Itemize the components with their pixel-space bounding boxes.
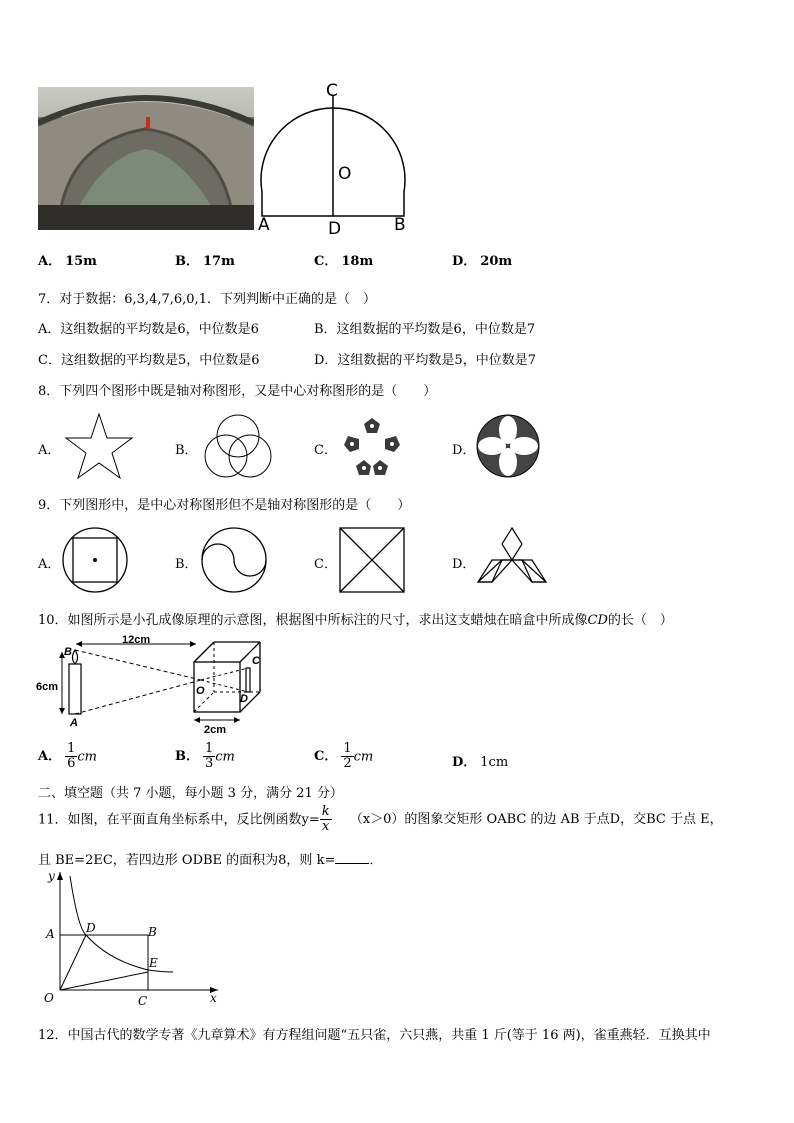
q9-label-b[interactable]: B． bbox=[175, 557, 198, 572]
label-o: O bbox=[196, 685, 205, 697]
q6-option-d[interactable]: D． 20m bbox=[452, 254, 513, 269]
q6-option-a[interactable]: A． 15m bbox=[38, 254, 97, 269]
answer-blank[interactable] bbox=[335, 851, 369, 864]
q11-stem: 11．如图，在平面直角坐标系中，反比例函数y= $\frac{k}{x}$ （x＞0）的图象交矩形 OABC 的边 AB 于点D，交BC 于点 E， bbox=[38, 804, 723, 835]
dim-6cm: 6cm bbox=[36, 681, 59, 693]
label-b: B bbox=[148, 925, 157, 939]
q9-label-d[interactable]: D． bbox=[452, 557, 476, 572]
q9-stem: 9．下列图形中，是中心对称图形但不是轴对称图形的是（ ） bbox=[38, 498, 411, 513]
q10-option-b[interactable]: B． $\frac{1}{3}$ cm bbox=[175, 741, 235, 772]
coordinate-graph bbox=[38, 868, 224, 1008]
q7-stem: 7．对于数据：6,3,4,7,6,0,1．下列判断中正确的是（ ） bbox=[38, 292, 376, 307]
q10-option-d[interactable]: D． 1cm bbox=[452, 755, 509, 770]
axis-x-label: x bbox=[210, 991, 217, 1005]
q7-option-d[interactable]: D．这组数据的平均数是5，中位数是7 bbox=[314, 353, 536, 368]
label-a: A bbox=[46, 927, 55, 941]
label-c: C bbox=[326, 82, 338, 101]
three-circles-shape bbox=[200, 412, 276, 480]
q10-stem: 10．如图所示是小孔成像原理的示意图，根据图中所标注的尺寸，求出这支蜡烛在暗盒中所成像CD的长（ ） bbox=[38, 613, 673, 628]
q11-stem-line2: 且 BE=2EC，若四边形 ODBE 的面积为8，则 k= ． bbox=[38, 853, 383, 868]
label-a: A bbox=[70, 717, 78, 729]
tunnel-arch-diagram bbox=[256, 82, 412, 234]
label-d: D bbox=[86, 921, 96, 935]
dim-2cm: 2cm bbox=[204, 724, 227, 736]
circle-square-shape bbox=[60, 526, 130, 594]
star-shape bbox=[64, 412, 134, 480]
q6-option-c[interactable]: C． 18m bbox=[314, 254, 374, 269]
pentagons-shape bbox=[340, 416, 404, 478]
label-a: A bbox=[258, 215, 270, 234]
dim-12cm: 12cm bbox=[122, 634, 151, 646]
q7-option-c[interactable]: C．这组数据的平均数是5，中位数是6 bbox=[38, 353, 260, 368]
q8-stem: 8．下列四个图形中既是轴对称图形，又是中心对称图形的是（ ） bbox=[38, 384, 437, 399]
q6-option-b[interactable]: B． 17m bbox=[175, 254, 235, 269]
section-heading: 二、填空题（共 7 小题，每小题 3 分，满分 21 分） bbox=[38, 786, 343, 801]
q10-option-c[interactable]: C． $\frac{1}{2}$ cm bbox=[314, 741, 374, 772]
q7-option-a[interactable]: A．这组数据的平均数是6，中位数是6 bbox=[38, 322, 259, 337]
q8-label-c[interactable]: C． bbox=[314, 443, 337, 458]
pinhole-camera-diagram bbox=[36, 634, 268, 736]
label-d: D bbox=[240, 693, 248, 705]
square-diagonals-shape bbox=[338, 526, 406, 594]
q9-label-a[interactable]: A． bbox=[38, 557, 61, 572]
q9-label-c[interactable]: C． bbox=[314, 557, 337, 572]
label-c: C bbox=[252, 655, 260, 667]
q12-stem: 12．中国古代的数学专著《九章算术》有方程组问题“五只雀，六只燕，共重 1 斤(等于 16 两)，雀重燕轻．互换其中 bbox=[38, 1028, 711, 1043]
label-e: E bbox=[149, 956, 158, 970]
q7-option-b[interactable]: B．这组数据的平均数是6，中位数是7 bbox=[314, 322, 536, 337]
circle-petals-shape bbox=[474, 412, 542, 480]
q8-label-b[interactable]: B． bbox=[175, 443, 198, 458]
three-diamonds-shape bbox=[476, 526, 548, 590]
axis-y-label: y bbox=[48, 869, 55, 883]
label-d: D bbox=[328, 219, 342, 234]
q8-label-a[interactable]: A． bbox=[38, 443, 61, 458]
q8-label-d[interactable]: D． bbox=[452, 443, 476, 458]
label-b: B bbox=[64, 646, 72, 658]
yin-yang-curve-shape bbox=[200, 526, 268, 594]
label-b: B bbox=[394, 215, 406, 234]
q10-option-a[interactable]: A． $\frac{1}{6}$ cm bbox=[38, 741, 97, 772]
bridge-photo bbox=[38, 87, 254, 230]
label-c: C bbox=[138, 994, 148, 1008]
label-o: O bbox=[44, 991, 54, 1005]
label-o: O bbox=[338, 164, 352, 184]
